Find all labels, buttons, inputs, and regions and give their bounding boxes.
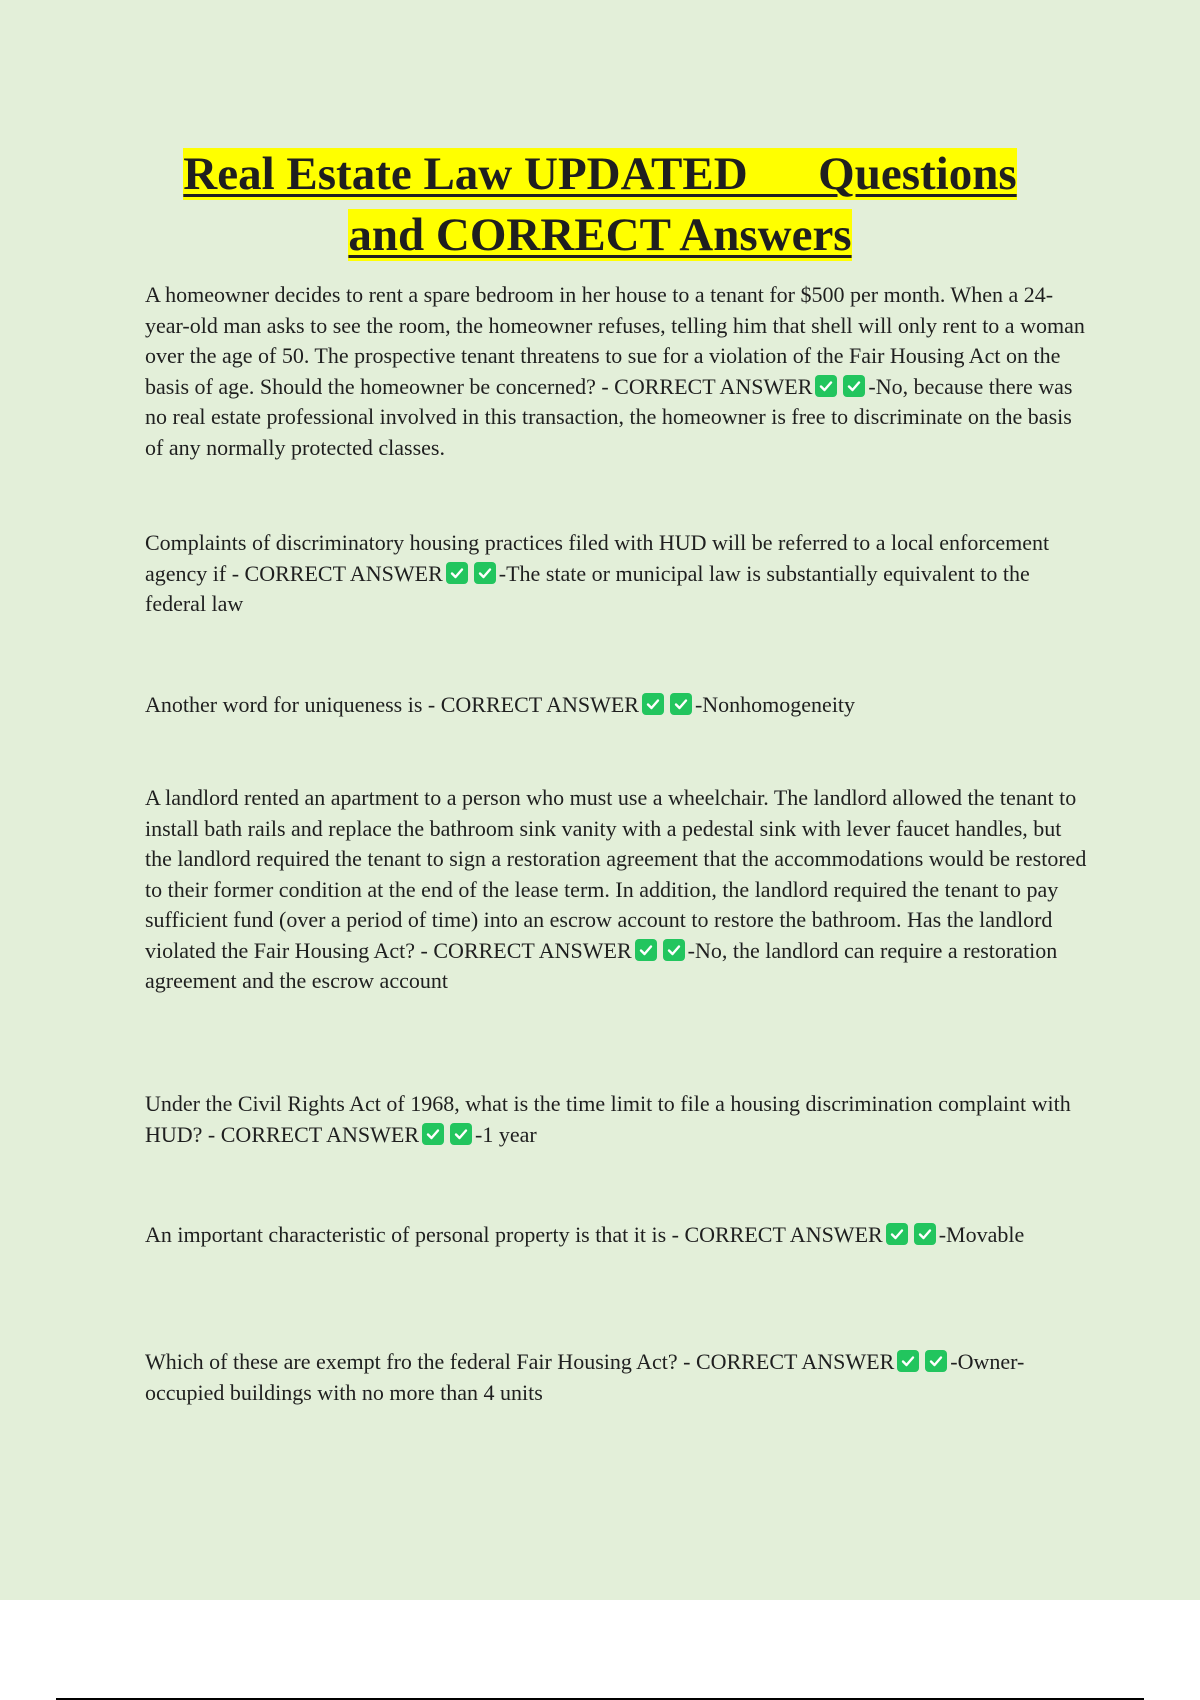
check-mark-icon [450, 1123, 472, 1145]
check-mark-icon [886, 1223, 908, 1245]
answer-text: -Owner-occupied buildings with no more than 4 units [145, 1349, 1025, 1405]
check-mark-icon [635, 939, 657, 961]
title-line-1: Real Estate Law UPDATED Questions [183, 148, 1017, 200]
answer-text: -No, because there was no real estate professional involved in this transaction, the homeowner is free to discriminate on the basis of any normally protected classes. [145, 373, 1073, 460]
check-mark-icon [843, 375, 865, 397]
question-text: Another word for uniqueness is - CORRECT ANSWER [145, 692, 639, 717]
qa-item [145, 280, 1090, 463]
qa-item [145, 690, 1090, 721]
check-mark-icon [422, 1123, 444, 1145]
question-text: A homeowner decides to rent a spare bedroom in her house to a tenant for $500 per month. When a 24-year-old man asks to see the room, the homeowner refuses, telling him that shell will only rent to a woman over the age of 50. The prospective tenant threatens to sue for a violation of the Fair Housing Act on the basis of age. Should the homeowner be concerned? - CORRECT ANSWER [145, 282, 1085, 399]
question-text: An important characteristic of personal property is that it is - CORRECT ANSWER [145, 1222, 883, 1247]
answer-text: -No, the landlord can require a restoration agreement and the escrow account [145, 937, 1058, 993]
check-mark-icon [914, 1223, 936, 1245]
qa-item [145, 1089, 1090, 1150]
qa-item [145, 528, 1090, 620]
check-mark-icon [642, 693, 664, 715]
check-mark-icon [815, 375, 837, 397]
title-line-2: and CORRECT Answers [348, 209, 852, 261]
qa-item [145, 1347, 1090, 1408]
check-mark-icon [897, 1350, 919, 1372]
qa-item [145, 1220, 1090, 1251]
check-mark-icon [446, 562, 468, 584]
answer-text: -Movable [938, 1222, 1025, 1247]
question-text: Under the Civil Rights Act of 1968, what is the time limit to file a housing discrimination complaint with HUD? - CORRECT ANSWER [145, 1091, 1071, 1147]
check-mark-icon [925, 1350, 947, 1372]
question-text: A landlord rented an apartment to a person who must use a wheelchair. The landlord allowed the tenant to install bath rails and replace the bathroom sink vanity with a pedestal sink with lever faucet handles, but the landlord required the tenant to sign a restoration agreement that the accommodations would be restored to their former condition at the end of the lease term. In addition, the landlord required the tenant to pay sufficient fund (over a period of time) into an escrow account to restore the bathroom. Has the landlord violated the Fair Housing Act? - CORRECT ANSWER [145, 785, 1087, 963]
qa-item [145, 783, 1090, 997]
question-text: Complaints of discriminatory housing practices filed with HUD will be referred to a local enforcement agency if - CORRECT ANSWER [145, 530, 1050, 586]
answer-text: -1 year [475, 1121, 537, 1147]
answer-text: -The state or municipal law is substantially equivalent to the federal law [145, 560, 1030, 616]
check-mark-icon [474, 562, 496, 584]
answer-text: -Nonhomogeneity [694, 692, 856, 717]
check-mark-icon [670, 693, 692, 715]
document-title [100, 144, 1100, 266]
question-text: Which of these are exempt fro the federal Fair Housing Act? - CORRECT ANSWER [145, 1349, 895, 1374]
check-mark-icon [663, 939, 685, 961]
